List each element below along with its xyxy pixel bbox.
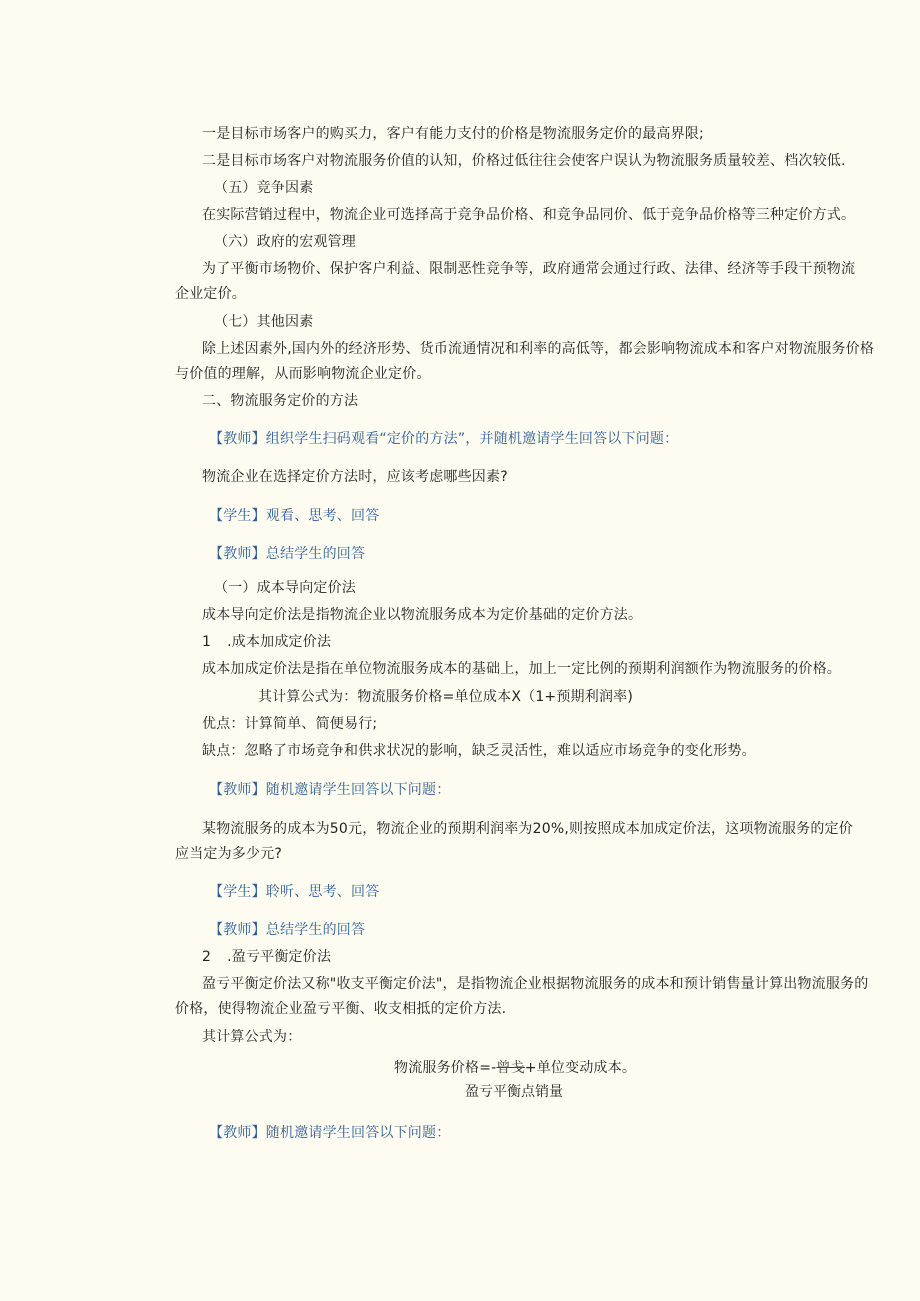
teacher-prompt-3: 【教师】随机邀请学生回答以下问题：: [209, 1125, 451, 1141]
formula-cost-plus: 其计算公式为：物流服务价格=单位成本X（1+预期利润率): [258, 689, 634, 705]
heading-cost-oriented: （一）成本导向定价法: [214, 580, 356, 596]
student-response-2: 【学生】聆听、思考、回答: [209, 884, 380, 900]
question-1: 物流企业在选择定价方法时，应该考虑哪些因素?: [202, 469, 508, 485]
formula-break-even: [394, 1058, 636, 1078]
heading-break-even: [202, 947, 331, 967]
teacher-summary-1: 【教师】总结学生的回答: [209, 546, 366, 562]
item-number: 1: [202, 634, 212, 650]
student-response-1: 【学生】观看、思考、回答: [209, 508, 380, 524]
item-title: .成本加成定价法: [227, 634, 332, 650]
heading-government: （六）政府的宏观管理: [214, 234, 356, 250]
formula-left: 物流服务价格=-: [394, 1060, 497, 1076]
teacher-prompt-1: 【教师】组织学生扫码观看“定价的方法”，并随机邀请学生回答以下问题：: [209, 431, 679, 447]
paragraph-purchasing-power: 一是目标市场客户的购买力，客户有能力支付的价格是物流服务定价的最高界限;: [202, 126, 704, 142]
paragraph-cost-plus: 成本加成定价法是指在单位物流服务成本的基础上，加上一定比例的预期利润额作为物流服务的价格。: [202, 661, 841, 677]
advantages: 优点：计算简单、简便易行;: [202, 716, 378, 732]
item-number: 2: [202, 949, 212, 965]
paragraph-value-perception: 二是目标市场客户对物流服务价值的认知，价格过低往往会使客户误认为物流服务质量较差、档次较低.: [202, 153, 846, 169]
paragraph-break-even-1: 盈亏平衡定价法又称"收支平衡定价法"，是指物流企业根据物流服务的成本和预计销售量计算出物流服务的: [202, 976, 869, 992]
formula-denominator: 盈亏平衡点销量: [465, 1084, 563, 1100]
teacher-summary-2: 【教师】总结学生的回答: [209, 922, 366, 938]
formula-numerator: 曾戋: [496, 1060, 525, 1076]
paragraph-cost-oriented: 成本导向定价法是指物流企业以物流服务成本为定价基础的定价方法。: [202, 607, 643, 623]
paragraph-other-1: 除上述因素外,国内外的经济形势、货币流通情况和利率的高低等，都会影响物流成本和客户对物流服务价格: [202, 341, 875, 357]
question-2-line1: 某物流服务的成本为50元，物流企业的预期利润率为20%,则按照成本加成定价法，这项物流服务的定价: [202, 821, 853, 837]
paragraph-other-2: 与价值的理解，从而影响物流企业定价。: [175, 366, 431, 382]
heading-pricing-methods: 二、物流服务定价的方法: [202, 393, 359, 409]
heading-other-factors: （七）其他因素: [214, 314, 314, 330]
formula-right: +单位变动成本。: [524, 1060, 637, 1076]
paragraph-competition: 在实际营销过程中，物流企业可选择高于竞争品价格、和竞争品同价、低于竞争品价格等三种定价方式。: [202, 207, 856, 223]
paragraph-government-2: 企业定价。: [175, 286, 246, 302]
disadvantages: 缺点：忽略了市场竞争和供求状况的影响，缺乏灵活性，难以适应市场竞争的变化形势。: [202, 743, 756, 759]
question-2-line2: 应当定为多少元?: [175, 846, 283, 862]
paragraph-government-1: 为了平衡市场物价、保护客户利益、限制恶性竞争等，政府通常会通过行政、法律、经济等手段干预物流: [202, 261, 856, 277]
heading-cost-plus: [202, 632, 331, 652]
teacher-prompt-2: 【教师】随机邀请学生回答以下问题：: [209, 782, 451, 798]
item-title: .盈亏平衡定价法: [227, 949, 332, 965]
heading-competition: （五）竞争因素: [214, 180, 314, 196]
formula-intro: 其计算公式为：: [202, 1029, 302, 1045]
paragraph-break-even-2: 价格，使得物流企业盈亏平衡、收支相抵的定价方法.: [175, 1001, 507, 1017]
